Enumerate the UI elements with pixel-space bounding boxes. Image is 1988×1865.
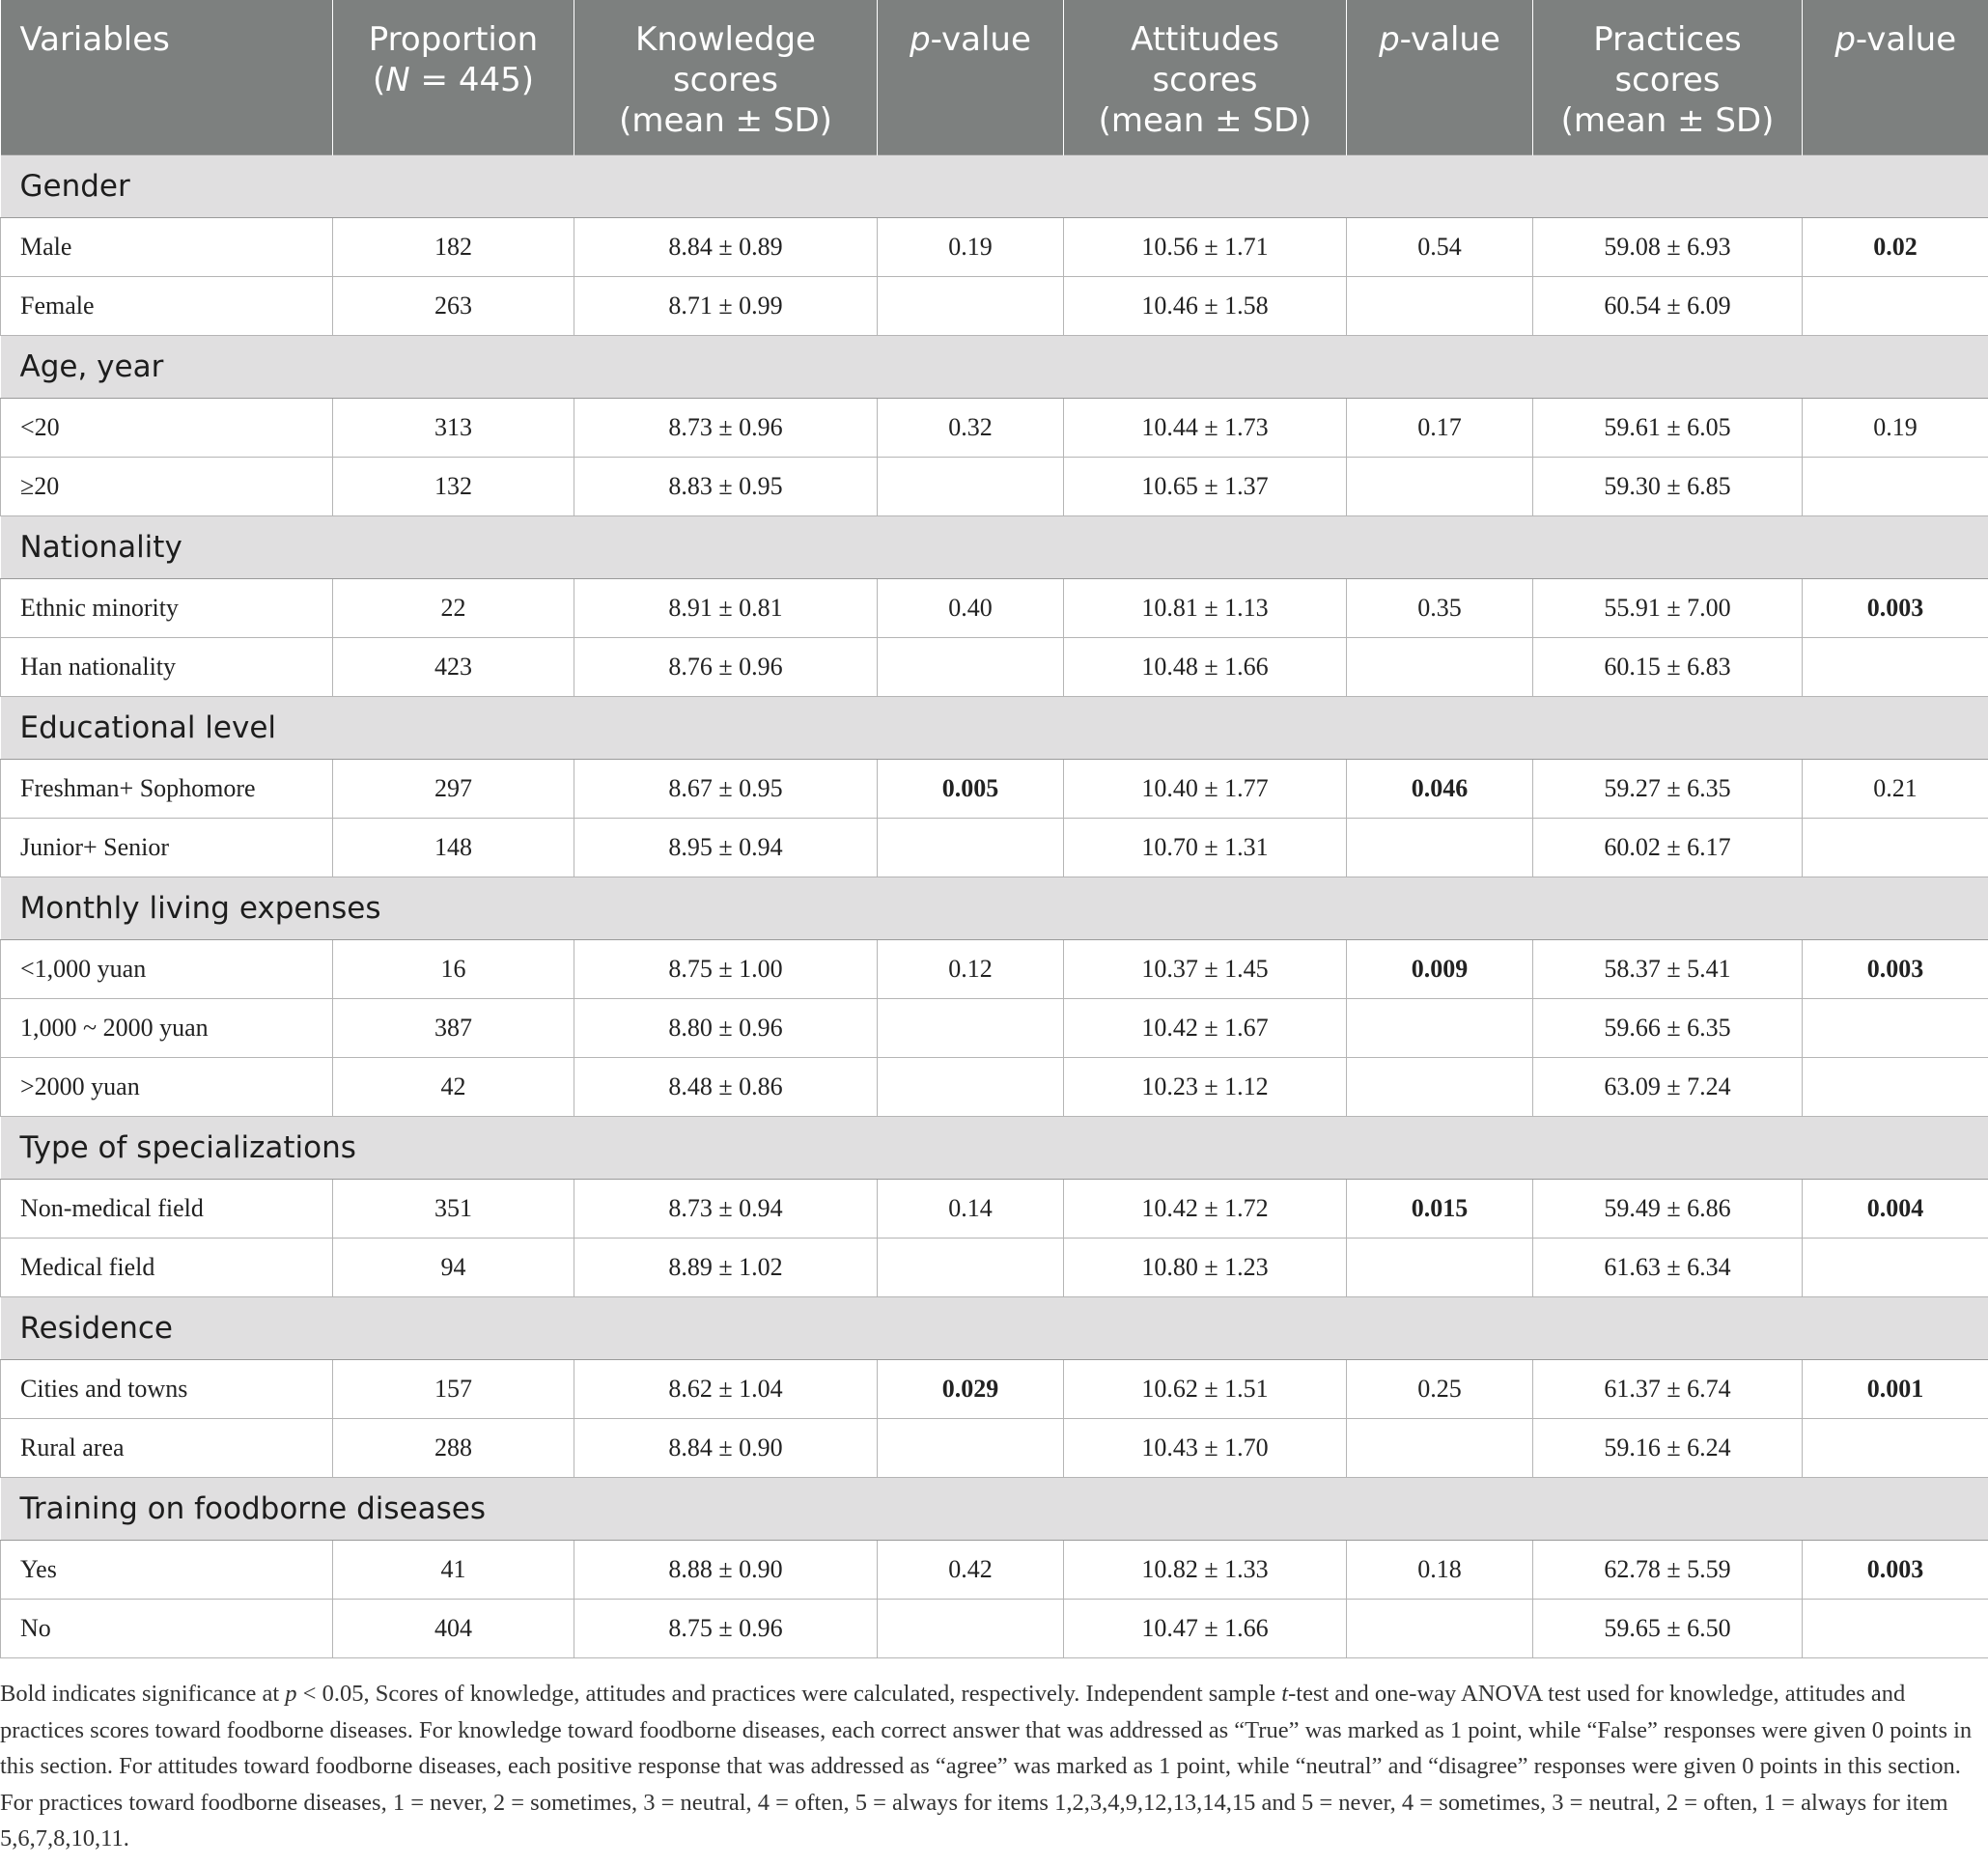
table-row [1,277,1988,336]
attitudes-score-cell: 10.43 ± 1.70 [1064,1419,1347,1478]
attitudes-score-cell: 10.70 ± 1.31 [1064,819,1347,877]
proportion-cell: 22 [333,579,574,638]
proportion-cell: 94 [333,1239,574,1297]
table-row [1,1541,1988,1600]
table-body [1,155,1988,1658]
variable-cell: No [1,1600,333,1658]
header-proportion: Proportion (N = 445) [333,0,574,155]
knowledge-p-value-cell [878,1239,1064,1297]
section-label: Training on foodborne diseases [1,1478,1988,1541]
knowledge-score-cell: 8.83 ± 0.95 [574,458,878,516]
practices-score-cell: 58.37 ± 5.41 [1533,940,1803,999]
attitudes-p-value-cell [1347,638,1533,697]
variable-cell: >2000 yuan [1,1058,333,1117]
proportion-cell: 263 [333,277,574,336]
table-row [1,1180,1988,1239]
practices-score-cell: 59.65 ± 6.50 [1533,1600,1803,1658]
attitudes-score-cell: 10.81 ± 1.13 [1064,579,1347,638]
practices-p-value-cell: 0.003 [1803,579,1988,638]
variable-cell: Freshman+ Sophomore [1,760,333,819]
table-row [1,579,1988,638]
variable-cell: Male [1,218,333,277]
variable-cell: Ethnic minority [1,579,333,638]
table-row [1,458,1988,516]
variable-cell: Female [1,277,333,336]
proportion-cell: 288 [333,1419,574,1478]
proportion-cell: 132 [333,458,574,516]
practices-score-cell: 61.63 ± 6.34 [1533,1239,1803,1297]
table-row [1,1239,1988,1297]
attitudes-score-cell: 10.44 ± 1.73 [1064,399,1347,458]
header-knowledge: Knowledge scores (mean ± SD) [574,0,878,155]
variable-cell: 1,000 ~ 2000 yuan [1,999,333,1058]
attitudes-p-value-cell: 0.18 [1347,1541,1533,1600]
practices-score-cell: 59.49 ± 6.86 [1533,1180,1803,1239]
section-header-row [1,877,1988,940]
knowledge-p-value-cell [878,999,1064,1058]
knowledge-score-cell: 8.75 ± 1.00 [574,940,878,999]
proportion-cell: 313 [333,399,574,458]
knowledge-p-value-cell: 0.32 [878,399,1064,458]
variable-cell: Cities and towns [1,1360,333,1419]
attitudes-score-cell: 10.46 ± 1.58 [1064,277,1347,336]
variable-cell: Medical field [1,1239,333,1297]
header-variables [1,0,333,155]
section-label: Gender [1,155,1988,218]
knowledge-p-value-cell: 0.029 [878,1360,1064,1419]
knowledge-p-value-cell [878,277,1064,336]
variable-cell: Han nationality [1,638,333,697]
section-label: Monthly living expenses [1,877,1988,940]
attitudes-score-cell: 10.56 ± 1.71 [1064,218,1347,277]
knowledge-p-value-cell: 0.14 [878,1180,1064,1239]
section-header-row [1,155,1988,218]
attitudes-score-cell: 10.42 ± 1.67 [1064,999,1347,1058]
knowledge-p-value-cell [878,819,1064,877]
proportion-cell: 148 [333,819,574,877]
knowledge-score-cell: 8.48 ± 0.86 [574,1058,878,1117]
knowledge-p-value-cell [878,638,1064,697]
attitudes-p-value-cell [1347,277,1533,336]
attitudes-p-value-cell [1347,1239,1533,1297]
attitudes-p-value-cell [1347,1419,1533,1478]
practices-p-value-cell: 0.004 [1803,1180,1988,1239]
table-row [1,940,1988,999]
proportion-cell: 404 [333,1600,574,1658]
attitudes-score-cell: 10.37 ± 1.45 [1064,940,1347,999]
header-proportion-n: N [385,61,410,99]
attitudes-p-value-cell: 0.54 [1347,218,1533,277]
practices-p-value-cell: 0.003 [1803,940,1988,999]
table-footnote: Bold indicates significance at p < 0.05, Scores of knowledge, attitudes and practices were calculated, respectively. Independent sample t-test and one-way ANOVA test used for knowledge, attitudes and practices scores toward foodborne diseases. For knowledge toward foodborne diseases, each correct answer that was addressed as “True” was marked as 1 point, while “False” responses were given 0 points in this section. For attitudes toward foodborne diseases, each positive response that was addressed as “agree” was marked as 1 point, while “neutral” and “disagree” responses were given 0 points in this section. For practices toward foodborne diseases, 1 = never, 2 = sometimes, 3 = neutral, 4 = often, 5 = always for items 1,2,3,4,9,12,13,14,15 and 5 = never, 4 = sometimes, 3 = neutral, 2 = often, 1 = always for item 5,6,7,8,10,11. [0,1681,1973,1851]
section-label: Nationality [1,516,1988,579]
table-row [1,1058,1988,1117]
practices-score-cell: 55.91 ± 7.00 [1533,579,1803,638]
attitudes-p-value-cell: 0.015 [1347,1180,1533,1239]
knowledge-p-value-cell: 0.19 [878,218,1064,277]
proportion-cell: 41 [333,1541,574,1600]
knowledge-score-cell: 8.67 ± 0.95 [574,760,878,819]
attitudes-p-value-cell [1347,1058,1533,1117]
knowledge-score-cell: 8.71 ± 0.99 [574,277,878,336]
section-label: Type of specializations [1,1117,1988,1180]
knowledge-score-cell: 8.62 ± 1.04 [574,1360,878,1419]
practices-score-cell: 61.37 ± 6.74 [1533,1360,1803,1419]
attitudes-p-value-cell [1347,1600,1533,1658]
knowledge-score-cell: 8.91 ± 0.81 [574,579,878,638]
attitudes-score-cell: 10.48 ± 1.66 [1064,638,1347,697]
proportion-cell: 297 [333,760,574,819]
section-header-row [1,697,1988,760]
practices-score-cell: 59.08 ± 6.93 [1533,218,1803,277]
section-label: Educational level [1,697,1988,760]
practices-score-cell: 59.61 ± 6.05 [1533,399,1803,458]
knowledge-score-cell: 8.88 ± 0.90 [574,1541,878,1600]
attitudes-score-cell: 10.62 ± 1.51 [1064,1360,1347,1419]
attitudes-score-cell: 10.47 ± 1.66 [1064,1600,1347,1658]
practices-p-value-cell [1803,819,1988,877]
practices-score-cell: 60.54 ± 6.09 [1533,277,1803,336]
attitudes-p-value-cell: 0.35 [1347,579,1533,638]
knowledge-p-value-cell [878,1419,1064,1478]
table-row [1,760,1988,819]
table-row [1,1600,1988,1658]
attitudes-p-value-cell: 0.009 [1347,940,1533,999]
header-practices: Practices scores (mean ± SD) [1533,0,1803,155]
variable-cell: ≥20 [1,458,333,516]
practices-p-value-cell: 0.19 [1803,399,1988,458]
attitudes-score-cell: 10.23 ± 1.12 [1064,1058,1347,1117]
proportion-cell: 351 [333,1180,574,1239]
attitudes-p-value-cell [1347,999,1533,1058]
practices-p-value-cell [1803,1058,1988,1117]
variable-cell: Junior+ Senior [1,819,333,877]
proportion-cell: 423 [333,638,574,697]
header-attitudes: Attitudes scores (mean ± SD) [1064,0,1347,155]
proportion-cell: 387 [333,999,574,1058]
section-header-row [1,1478,1988,1541]
practices-p-value-cell [1803,1600,1988,1658]
header-attitudes-p-value: p-value [1347,0,1533,155]
section-header-row [1,336,1988,399]
proportion-cell: 157 [333,1360,574,1419]
knowledge-p-value-cell [878,458,1064,516]
variable-cell: <1,000 yuan [1,940,333,999]
knowledge-score-cell: 8.84 ± 0.90 [574,1419,878,1478]
attitudes-p-value-cell [1347,819,1533,877]
attitudes-score-cell: 10.42 ± 1.72 [1064,1180,1347,1239]
section-header-row [1,1117,1988,1180]
practices-p-value-cell [1803,1239,1988,1297]
practices-score-cell: 59.27 ± 6.35 [1533,760,1803,819]
practices-score-cell: 59.30 ± 6.85 [1533,458,1803,516]
knowledge-score-cell: 8.95 ± 0.94 [574,819,878,877]
header-variables-label: Variables [19,20,170,59]
attitudes-p-value-cell: 0.046 [1347,760,1533,819]
practices-p-value-cell: 0.02 [1803,218,1988,277]
knowledge-p-value-cell: 0.40 [878,579,1064,638]
header-row [1,0,1988,155]
table-row [1,638,1988,697]
section-header-row [1,516,1988,579]
attitudes-score-cell: 10.82 ± 1.33 [1064,1541,1347,1600]
variable-cell: Non-medical field [1,1180,333,1239]
attitudes-score-cell: 10.65 ± 1.37 [1064,458,1347,516]
knowledge-score-cell: 8.89 ± 1.02 [574,1239,878,1297]
knowledge-score-cell: 8.73 ± 0.94 [574,1180,878,1239]
practices-score-cell: 60.02 ± 6.17 [1533,819,1803,877]
table-row [1,999,1988,1058]
knowledge-p-value-cell: 0.005 [878,760,1064,819]
practices-p-value-cell [1803,1419,1988,1478]
section-label: Age, year [1,336,1988,399]
header-knowledge-p-value: p-value [878,0,1064,155]
knowledge-score-cell: 8.75 ± 0.96 [574,1600,878,1658]
table-row [1,819,1988,877]
practices-score-cell: 62.78 ± 5.59 [1533,1541,1803,1600]
variable-cell: <20 [1,399,333,458]
practices-score-cell: 59.16 ± 6.24 [1533,1419,1803,1478]
attitudes-p-value-cell: 0.17 [1347,399,1533,458]
table-row [1,218,1988,277]
knowledge-score-cell: 8.84 ± 0.89 [574,218,878,277]
knowledge-p-value-cell: 0.12 [878,940,1064,999]
practices-p-value-cell [1803,277,1988,336]
practices-p-value-cell [1803,999,1988,1058]
variable-cell: Rural area [1,1419,333,1478]
proportion-cell: 42 [333,1058,574,1117]
proportion-cell: 182 [333,218,574,277]
attitudes-score-cell: 10.80 ± 1.23 [1064,1239,1347,1297]
knowledge-p-value-cell [878,1058,1064,1117]
table-row [1,1360,1988,1419]
knowledge-score-cell: 8.80 ± 0.96 [574,999,878,1058]
practices-p-value-cell: 0.003 [1803,1541,1988,1600]
table-row [1,399,1988,458]
table-row [1,1419,1988,1478]
practices-p-value-cell: 0.001 [1803,1360,1988,1419]
practices-score-cell: 63.09 ± 7.24 [1533,1058,1803,1117]
attitudes-score-cell: 10.40 ± 1.77 [1064,760,1347,819]
attitudes-p-value-cell [1347,458,1533,516]
header-practices-p-value: p-value [1803,0,1988,155]
table-header [1,0,1988,155]
knowledge-p-value-cell: 0.42 [878,1541,1064,1600]
section-label: Residence [1,1297,1988,1360]
variable-cell: Yes [1,1541,333,1600]
practices-p-value-cell: 0.21 [1803,760,1988,819]
knowledge-score-cell: 8.73 ± 0.96 [574,399,878,458]
practices-p-value-cell [1803,638,1988,697]
header-proportion-line1: Proportion [368,20,539,59]
knowledge-p-value-cell [878,1600,1064,1658]
proportion-cell: 16 [333,940,574,999]
section-header-row [1,1297,1988,1360]
attitudes-p-value-cell: 0.25 [1347,1360,1533,1419]
practices-p-value-cell [1803,458,1988,516]
practices-score-cell: 60.15 ± 6.83 [1533,638,1803,697]
practices-score-cell: 59.66 ± 6.35 [1533,999,1803,1058]
knowledge-score-cell: 8.76 ± 0.96 [574,638,878,697]
